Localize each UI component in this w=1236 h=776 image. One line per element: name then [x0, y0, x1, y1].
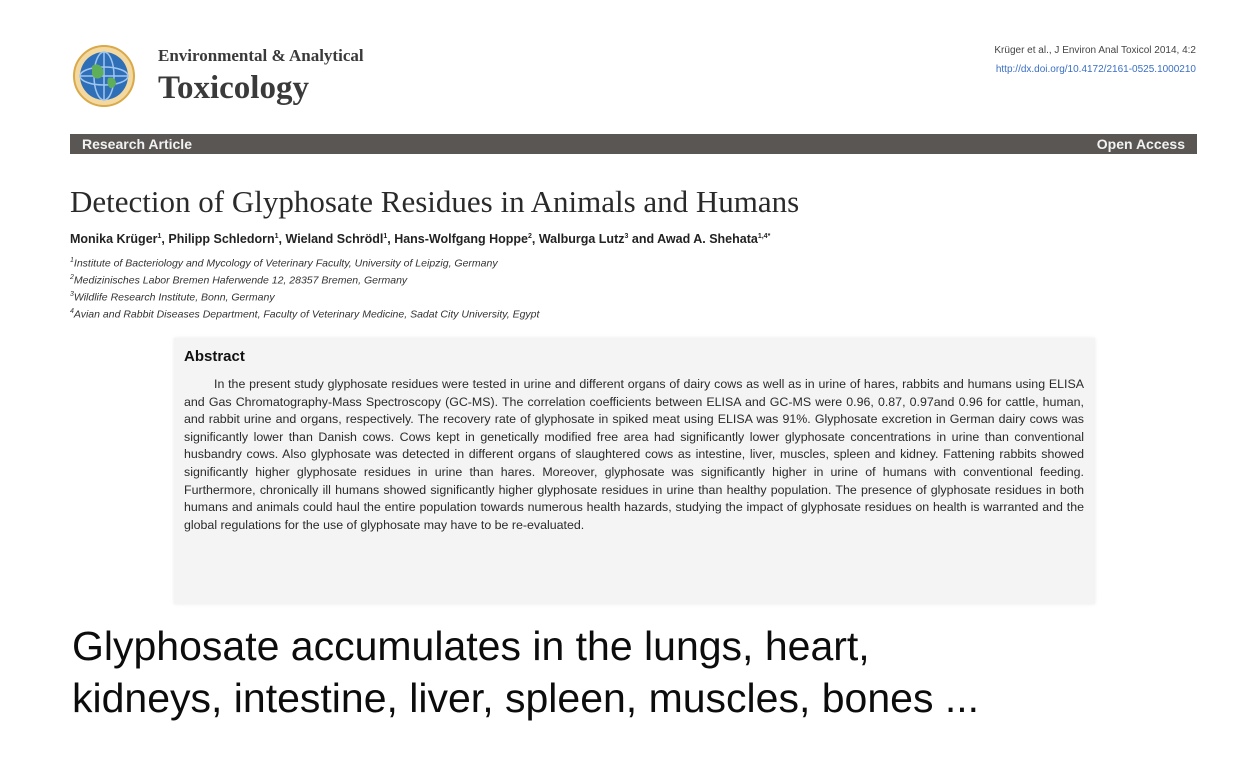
caption-line-2: kidneys, intestine, liver, spleen, muscles, bones ... — [72, 675, 980, 721]
affiliation-mark: 1 — [70, 257, 74, 264]
affiliation-list — [70, 254, 539, 322]
abstract-heading: Abstract — [184, 348, 245, 365]
overlay-caption — [72, 620, 979, 724]
doi-link[interactable]: http://dx.doi.org/10.4172/2161-0525.1000210 — [995, 64, 1196, 75]
author-affiliation-mark: 3 — [624, 232, 629, 240]
affiliation — [70, 305, 539, 322]
author-name: Walburga Lutz — [538, 232, 625, 246]
author-affiliation-mark: 1 — [274, 232, 279, 240]
open-access-label: Open Access — [1096, 136, 1185, 152]
author-name: Hans-Wolfgang Hoppe — [394, 232, 528, 246]
caption-line-1: Glyphosate accumulates in the lungs, heart, — [72, 623, 870, 669]
author-affiliation-mark: 1,4* — [757, 232, 771, 240]
article-type-bar — [70, 134, 1197, 154]
author-name: Philipp Schledorn — [168, 232, 275, 246]
journal-name-top: Environmental & Analytical — [158, 46, 364, 65]
affiliation-mark: 4 — [70, 308, 74, 315]
affiliation — [70, 271, 539, 288]
author-name: Awad A. Shehata — [657, 232, 758, 246]
journal-name-main: Toxicology — [158, 70, 309, 106]
affiliation-text: Medizinisches Labor Bremen Haferwende 12, 28357 Bremen, Germany — [73, 274, 408, 287]
citation: Krüger et al., J Environ Anal Toxicol 2014, 4:2 — [994, 45, 1196, 56]
affiliation — [70, 254, 539, 271]
abstract-box — [174, 338, 1095, 604]
affiliation-text: Avian and Rabbit Diseases Department, Faculty of Veterinary Medicine, Sadat City University, Egypt — [73, 308, 540, 321]
affiliation — [70, 288, 539, 305]
research-article-label: Research Article — [82, 136, 192, 152]
author-name: Monika Krüger — [70, 232, 158, 246]
affiliation-mark: 3 — [70, 291, 74, 298]
author-list: Monika Krüger$^1$, Philipp Schledorn$^1$, Wieland Schrödl$^1$, Hans-Wolfgang Hoppe$^2$, Walburga Lutz$^3$ and Awad A. Shehata$^{1,4*}$ — [70, 232, 771, 246]
affiliation-text: Wildlife Research Institute, Bonn, Germany — [73, 291, 275, 304]
abstract-text: In the present study glyphosate residues were tested in urine and different organs of dairy cows as well as in urine of hares, rabbits and humans using ELISA and Gas Chromatography-Mass Spectroscopy (GC-MS). The correlation coefficients between ELISA and GC-MS were 0.96, 0.87, 0.97and 0.96 for cattle, human, and rabbit urine and organs, respectively. The recovery rate of glyphosate in spiked meat using ELISA was 91%. Glyphosate excretion in German dairy cows was significantly lower than Danish cows. Cows kept in genetically modified free area had significantly lower glyphosate concentrations in urine than conventional husbandry cows. Also glyphosate was detected in different organs of slaughtered cows as intestine, liver, muscles, spleen and kidney. Fattening rabbits showed significantly higher glyphosate residues in urine than hares. Moreover, glyphosate was significantly higher in urine of humans with conventional feeding. Furthermore, chronically ill humans showed significantly higher glyphosate residues in urine than healthy population. The presence of glyphosate residues in both humans and animals could haul the entire population towards numerous health hazards, studying the impact of glyphosate residues on health is warranted and the global regulations for the use of glyphosate may have to be re-evaluated. — [184, 377, 1084, 532]
author-name: Wieland Schrödl — [285, 232, 384, 246]
author-affiliation-mark: 2 — [527, 232, 532, 240]
author-affiliation-mark: 1 — [157, 232, 162, 240]
affiliation-text: Institute of Bacteriology and Mycology of Veterinary Faculty, University of Leipzig, Germany — [73, 257, 498, 270]
affiliation-mark: 2 — [70, 274, 74, 281]
globe-logo-icon — [72, 44, 136, 108]
author-affiliation-mark: 1 — [383, 232, 388, 240]
article-title: Detection of Glyphosate Residues in Animals and Humans — [70, 184, 800, 219]
